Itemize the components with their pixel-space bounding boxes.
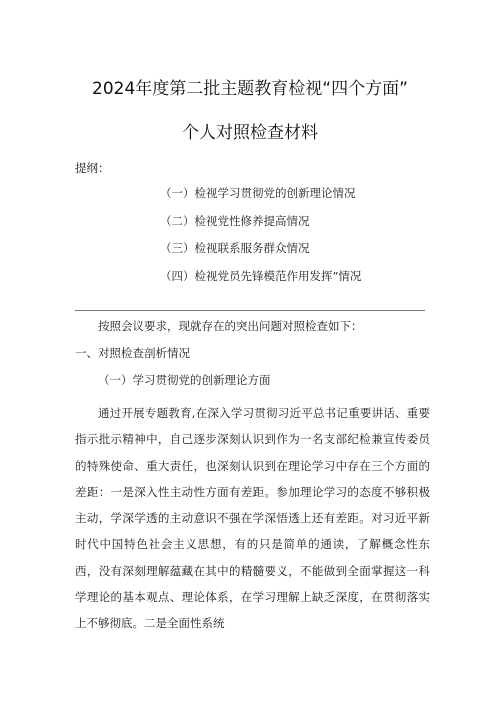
section-heading: 一、对照检查剖析情况 [75,346,190,360]
outline-list [160,183,361,293]
outline-label: 提纲： [75,161,110,175]
outline-item-3: （三）检视联系服务群众情况 [160,241,310,255]
outline-item-4: （四）检视党员先锋模范作用发挥”情况 [160,268,362,283]
document-title-line-1: 2024年度第二批主题教育检视“四个方面” [92,79,408,99]
section-divider [75,310,425,311]
subsection-heading: （一）学习贯彻党的创新理论方面 [98,373,271,387]
outline-item-2: （二）检视党性修养提高情况 [160,213,310,228]
body-paragraph: 通过开展专题教育,在深入学习贯彻习近平总书记重要讲话、重要指示批示精神中，自己逐步深刻认识到作为一名支部纪检兼宣传委员的特殊使命、重大责任，也深刻认识到在理论学习中存在三个方面的差距：一是深入性主动性方面有差距。参加理论学习的态度不够积极主动，学深学透的主动意识不强在学深悟透上还有差距。对习近平新时代中国特色社会主义思想，有的只是简单的通读，了解概念性东西，没有深刻理解蕴藏在其中的精髓要义，不能做到全面掌握这一科学理论的基本观点、理论体系，在学习理解上缺乏深度，在贯彻落实上不够彻底。二是全面性系统 [75,406,430,631]
document-title-line-2: 个人对照检查材料 [182,123,318,143]
outline-item-1: （一）检视学习贯彻党的创新理论情况 [160,186,356,200]
intro-paragraph: 按照会议要求，现就存在的突出问题对照检查如下： [98,319,363,333]
